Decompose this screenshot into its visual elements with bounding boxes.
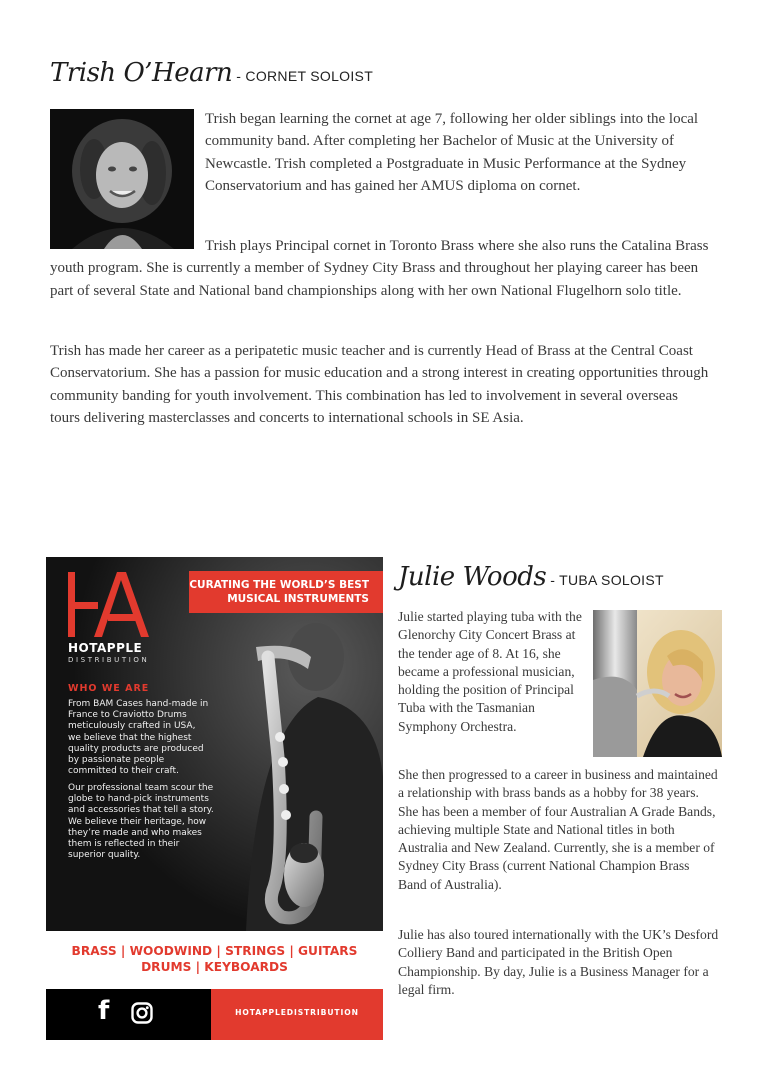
- ad-logo-subtitle: DISTRIBUTION: [68, 656, 150, 664]
- julie-paragraph-2: She then progressed to a career in business and maintained a relationship with brass bands as a hobby for 38 years. She has been a member of four Australian A Grade Bands, achieving multiple State and National titles in both Australia and New Zealand. Currently, she is a member of Sydney City Brass (current National Champion Brass Band of Australia).: [398, 767, 718, 892]
- trish-paragraph-1: Trish began learning the cornet at age 7, following her older siblings into the local community band. After completing her Bachelor of Music at the University of Newcastle. Trish completed a Postgraduate in Music Performance at the Sydney Conservatorium and has gained her AMUS diploma on cornet.: [205, 111, 699, 194]
- ad-who-we-are-heading: WHO WE ARE: [68, 683, 150, 694]
- ad-tagline-line-2: MUSICAL INSTRUMENTS: [227, 593, 369, 605]
- julie-role: - TUBA SOLOIST: [550, 572, 664, 588]
- ad-footer: [46, 989, 383, 1040]
- trish-portrait-photo: [50, 109, 194, 249]
- ad-social-bar: [46, 989, 211, 1040]
- trish-heading: [50, 58, 373, 88]
- ad-social-handle[interactable]: HOTAPPLEDISTRIBUTION: [235, 1008, 359, 1017]
- julie-portrait-photo: [593, 610, 722, 757]
- instagram-icon[interactable]: [131, 1002, 153, 1024]
- julie-paragraph-3: Julie has also toured internationally with the UK’s Desford Colliery Band and participated in the British Open Championship. By day, Julie is a Business Manager for a legal firm.: [398, 927, 719, 997]
- ad-handle-bar: [211, 989, 383, 1040]
- julie-name: Julie Woods: [398, 562, 547, 592]
- ad-categories-line-1: BRASS | WOODWIND | STRINGS | GUITARS: [71, 944, 358, 958]
- ad-logo-name: HOTAPPLE: [68, 641, 143, 655]
- julie-heading: [398, 562, 664, 592]
- ad-description-1: From BAM Cases hand-made in France to Craviotto Drums meticulously crafted in USA, we believe that the highest quality products are produced by passionate people committed to their craft.: [68, 699, 209, 777]
- ad-tagline-banner: [189, 571, 383, 613]
- trish-paragraph-2: Trish plays Principal cornet in Toronto Brass where she also runs the Catalina Brass youth program. She is currently a member of Sydney City Brass and throughout her playing career has been part of several State and National band championships along with her own National Flugelhorn solo title.: [50, 238, 709, 299]
- hotapple-logo-mark: [68, 572, 150, 637]
- hotapple-advert: [46, 557, 383, 1040]
- trish-paragraph-3: Trish has made her career as a peripatetic music teacher and is currently Head of Brass at the Central Coast Conservatorium. She has a passion for music education and a strong interest in creating opportunities through community banding for youth involvement. This combination has led to involvement in several overseas tours delivering masterclasses and concerts to international schools in SE Asia.: [50, 343, 709, 426]
- julie-paragraph-1: Julie started playing tuba with the Glenorchy City Concert Brass at the tender age of 8. At 16, she became a professional musician, holding the position of Principal Tuba with the Tasmanian Symphony Orchestra.: [398, 609, 582, 734]
- facebook-icon[interactable]: f: [98, 996, 110, 1026]
- ad-categories: [46, 943, 383, 975]
- trish-name: Trish O’Hearn: [50, 58, 233, 88]
- ad-description-2: Our professional team scour the globe to hand-pick instruments and accessories that tell a story. We believe their heritage, how they’re made and who makes them is reflected in their superior quality.: [68, 783, 214, 861]
- trish-role: - CORNET SOLOIST: [236, 68, 374, 84]
- ad-categories-line-2: DRUMS | KEYBOARDS: [141, 960, 288, 974]
- ad-tagline-line-1: CURATING THE WORLD’S BEST: [189, 579, 369, 591]
